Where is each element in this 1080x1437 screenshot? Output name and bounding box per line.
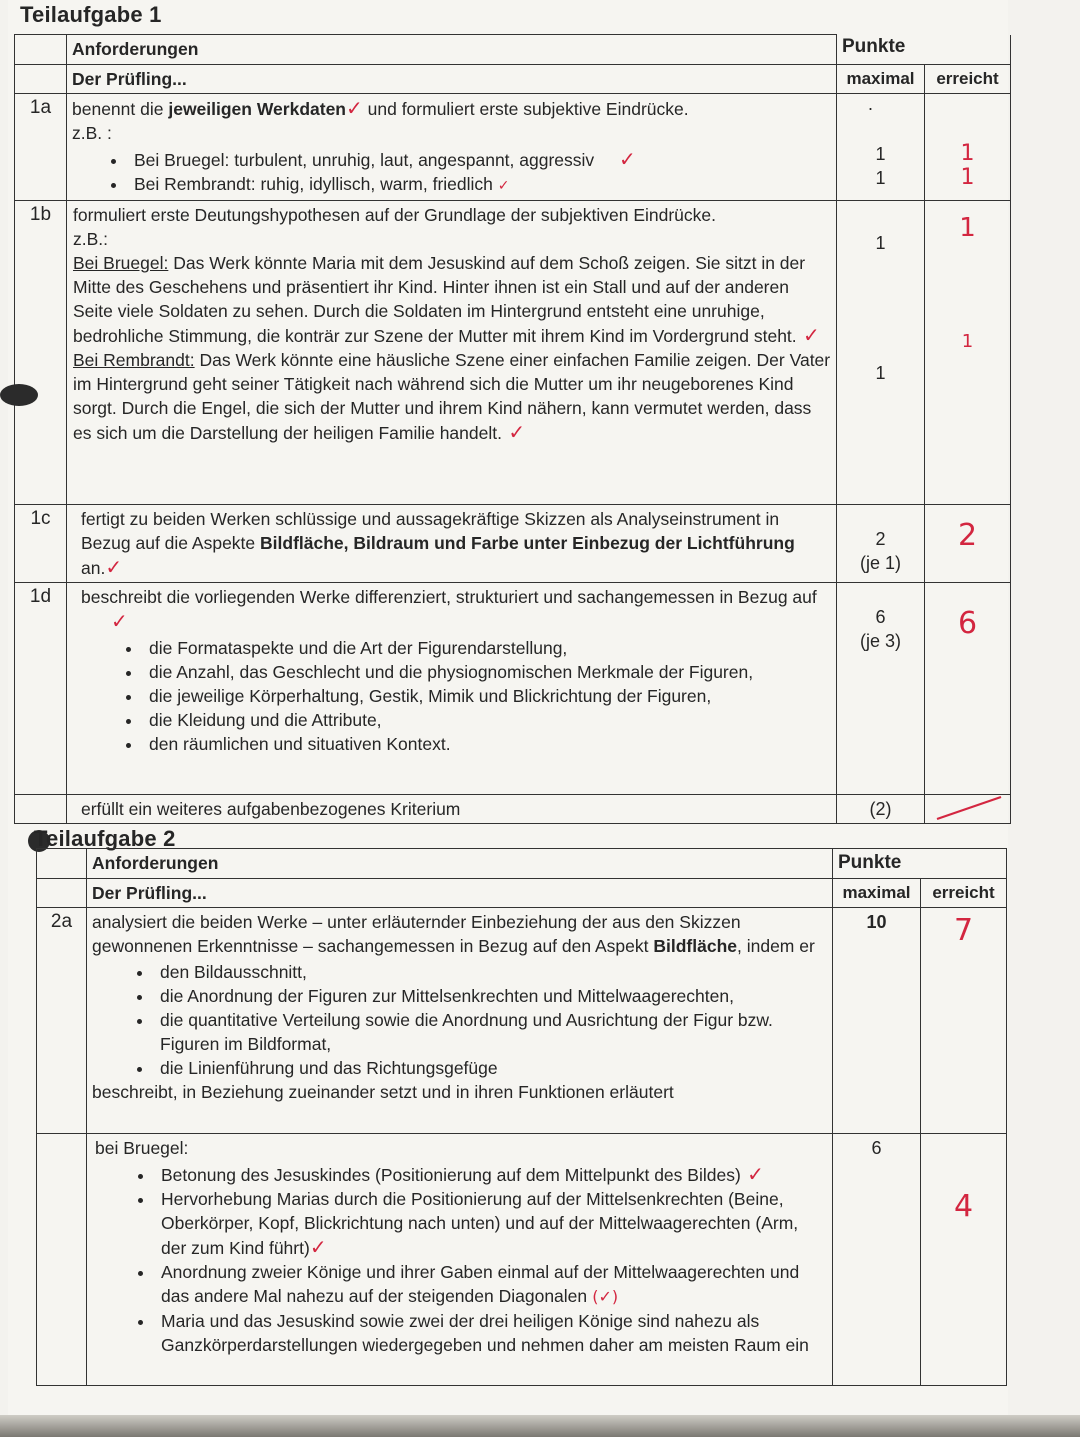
partial-check-icon: (✓)	[587, 1287, 619, 1306]
achieved-points	[925, 201, 1011, 505]
achieved-points	[925, 583, 1011, 795]
row-number-empty	[15, 795, 67, 824]
achieved-value: 1	[961, 331, 974, 352]
achieved-strikethrough	[925, 795, 1011, 824]
achieved-value: 2	[957, 518, 978, 553]
header-num-cell-2	[37, 879, 87, 908]
achieved-points	[921, 1134, 1007, 1386]
max-value: 2	[875, 529, 886, 549]
part2-table	[36, 848, 1007, 1386]
row-number: 1c	[15, 505, 67, 583]
list-item: • die quantitative Verteilung sowie die Anordnung und Ausrichtung der Figur bzw. Figuren im Bildformat,	[154, 1008, 827, 1056]
page-edge-shadow	[0, 1415, 1080, 1437]
list-item: • die jeweilige Körperhaltung, Gestik, Mimik und Blickrichtung der Figuren,	[143, 684, 831, 708]
max-points	[837, 505, 925, 583]
max-value: 1	[875, 233, 886, 253]
max-points	[837, 583, 925, 795]
achieved-points	[925, 505, 1011, 583]
rembrandt-label: Bei Rembrandt:	[73, 350, 195, 370]
outro-text: beschreibt, in Beziehung zueinander setzt und in ihren Funktionen erläutert	[92, 1082, 674, 1102]
achieved-value: 1	[959, 213, 976, 243]
checkmark-icon: ✓	[740, 1162, 764, 1186]
row-content	[67, 94, 837, 201]
row-1c	[15, 505, 1011, 583]
header-num-cell	[15, 35, 67, 65]
list-item: • den Bildausschnitt,	[154, 960, 827, 984]
checkmark-icon: ✓	[111, 609, 128, 633]
header-punkte: Punkte	[833, 849, 1007, 879]
max-value: (2)	[837, 795, 925, 824]
achieved-value: 6	[957, 606, 978, 641]
zb-label: z.B. :	[72, 123, 112, 143]
checkmark-icon: ✓	[501, 420, 526, 444]
intro-bold: jeweiligen Werkdaten	[168, 99, 346, 119]
list-item: • Bei Bruegel: turbulent, unruhig, laut, angespannt, aggressiv ✓	[128, 147, 831, 172]
achieved-value: 1	[960, 141, 975, 166]
achieved-points	[925, 94, 1011, 201]
checkmark-icon: ✓	[796, 323, 820, 347]
row-number: 2a	[37, 908, 87, 1134]
list-item: • die Anordnung der Figuren zur Mittelsenkrechten und Mittelwaagerechten,	[154, 984, 827, 1008]
max-value: 6	[875, 607, 886, 627]
row-number: 1a	[15, 94, 67, 201]
max-points	[837, 201, 925, 505]
list-item: • Bei Rembrandt: ruhig, idyllisch, warm, friedlich ✓	[128, 172, 831, 198]
bruegel-text: Das Werk könnte Maria mit dem Jesuskind auf dem Schoß zeigen. Sie sitzt in der Mitte des Geschehens und präsentiert ihr Kind. Hinter ihnen ist ein Stall und auf der anderen Seite viele Soldaten zu sehen. Durch die Soldaten im Hintergrund entsteht eine unruhige, bedrohliche Stimmung, die konträr zur Szene der Mutter mit ihrem Kind im Vordergrund steht.	[73, 253, 806, 346]
zb-label: z.B.:	[73, 229, 109, 249]
binder-hole	[0, 384, 38, 406]
intro-text: beschreibt die vorliegenden Werke differenziert, strukturiert und sachangemessen in Bezug auf	[81, 587, 817, 607]
header-erreicht: erreicht	[921, 879, 1007, 908]
row-content	[67, 505, 837, 583]
max-value: 1	[875, 168, 886, 188]
rembrandt-text: Das Werk könnte eine häusliche Szene einer einfachen Familie zeigen. Der Vater im Hintergrund geht seiner Tätigkeit nach während sich die Mutter um ihr neugeborenes Kind sorgt. Durch die Engel, die sich der Mutter und ihrem Kind nähern, kann vermutet werden, dass es sich um die Darstellung der heiligen Familie handelt.	[73, 350, 831, 443]
row-content	[87, 908, 833, 1134]
header-maximal: maximal	[837, 65, 925, 94]
achieved-value: 1	[960, 165, 975, 190]
row-extra	[15, 795, 1011, 824]
row-1b	[15, 201, 1011, 505]
list-item: • Hervorhebung Marias durch die Positionierung auf der Mittelsenkrechten (Beine, Oberkörper, Kopf, Blickrichtung nach unten) und auf der Mittelwaagerechten (Arm, der zum Kind führt)✓	[155, 1187, 827, 1260]
header-anforderungen: Anforderungen	[87, 849, 833, 879]
list-item: • Betonung des Jesuskindes (Positionierung auf dem Mittelpunkt des Bildes) ✓	[155, 1162, 827, 1187]
row-number: 1b	[15, 201, 67, 505]
checkmark-icon: ✓	[497, 178, 510, 194]
header-anforderungen: Anforderungen	[67, 35, 837, 65]
checkmark-icon: ✓	[619, 147, 636, 171]
row-text-2: an.	[81, 558, 106, 578]
strike-line-icon	[927, 795, 1007, 821]
max-note: (je 1)	[859, 553, 901, 573]
header-maximal: maximal	[833, 879, 921, 908]
header-num-cell	[37, 849, 87, 879]
row-1d	[15, 583, 1011, 795]
checkmark-icon: ✓	[105, 555, 123, 579]
header-erreicht: erreicht	[925, 65, 1011, 94]
checkmark-icon: ✓	[346, 96, 363, 120]
list-item: • Anordnung zweier Könige und ihrer Gaben einmal auf der Mittelwaagerechten und das andere Mal nahezu auf der steigenden Diagonalen (✓)	[155, 1260, 827, 1309]
intro-bold: Bildfläche	[653, 936, 737, 956]
list-item: • die Anzahl, das Geschlecht und die physiognomischen Merkmale der Figuren,	[143, 660, 831, 684]
list-item: • die Kleidung und die Attribute,	[143, 708, 831, 732]
row-2a	[37, 908, 1007, 1134]
list-item: • die Linienführung und das Richtungsgefüge	[154, 1056, 827, 1080]
max-value: 10	[866, 912, 887, 932]
row-bruegel	[37, 1134, 1007, 1386]
achieved-value: 4	[953, 1189, 974, 1224]
intro-text-2: , indem er	[737, 936, 815, 956]
max-value: 1	[875, 363, 886, 383]
achieved-points	[921, 908, 1007, 1134]
bruegel-label: bei Bruegel:	[95, 1138, 189, 1158]
intro-text: formuliert erste Deutungshypothesen auf der Grundlage der subjektiven Eindrücke.	[73, 205, 717, 225]
row-number-empty	[37, 1134, 87, 1386]
row-text: fertigt zu beiden Werken schlüssige und aussagekräftige Skizzen als Analyseinstrument in Bezug auf die Aspekte	[81, 509, 780, 553]
list-item: • die Formataspekte und die Art der Figurendarstellung,	[143, 636, 831, 660]
bruegel-label: Bei Bruegel:	[73, 253, 169, 273]
header-pruefling: Der Prüfling...	[87, 879, 833, 908]
row-text-bold: Bildfläche, Bildraum und Farbe unter Einbezug der Lichtführung	[260, 533, 795, 553]
row-1a	[15, 94, 1011, 201]
part1-table	[14, 34, 1011, 824]
part2-title: Teilaufgabe 2	[34, 826, 176, 851]
max-note: (je 3)	[859, 631, 901, 651]
header-pruefling: Der Prüfling...	[67, 65, 837, 94]
max-points	[833, 1134, 921, 1386]
max-value: 1	[875, 144, 886, 164]
list-item: • Maria und das Jesuskind sowie zwei der drei heiligen Könige sind nahezu als Ganzkörperdarstellungen wiedergegeben und nehmen daher am meisten Raum ein	[155, 1309, 827, 1357]
part1-title: Teilaufgabe 1	[20, 2, 162, 27]
intro-text: analysiert die beiden Werke – unter erläuternder Einbeziehung der aus den Skizzen gewonnenen Erkenntnisse – sachangemessen in Bezug auf den Aspekt	[92, 912, 741, 956]
header-num-cell-2	[15, 65, 67, 94]
header-punkte: Punkte	[837, 35, 1011, 65]
max-points: · 1 1	[837, 94, 925, 201]
row-content	[67, 201, 837, 505]
achieved-value: 7	[953, 913, 974, 948]
max-points	[833, 908, 921, 1134]
row-content: erfüllt ein weiteres aufgabenbezogenes Kriterium	[67, 795, 837, 824]
intro-text-2: und formuliert erste subjektive Eindrücke.	[362, 99, 689, 119]
intro-text: benennt die	[72, 99, 169, 119]
row-number: 1d	[15, 583, 67, 795]
checkmark-icon: ✓	[309, 1235, 327, 1259]
row-content	[87, 1134, 833, 1386]
row-content	[67, 583, 837, 795]
max-value: 6	[871, 1138, 882, 1158]
list-item: • den räumlichen und situativen Kontext.	[143, 732, 831, 756]
